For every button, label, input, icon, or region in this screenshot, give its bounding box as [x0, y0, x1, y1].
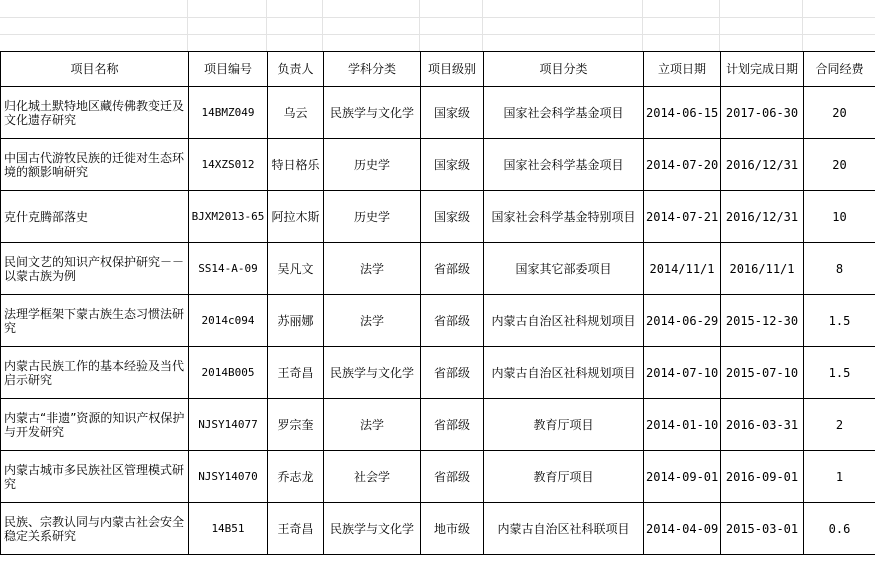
- cell-planned-end-date[interactable]: 2016-09-01: [721, 451, 804, 503]
- cell-planned-end-date[interactable]: 2015-07-10: [721, 347, 804, 399]
- cell-contract-funding[interactable]: 1.5: [804, 295, 875, 347]
- cell-project-name[interactable]: 克什克腾部落史: [1, 191, 189, 243]
- cell-contract-funding[interactable]: 1: [804, 451, 875, 503]
- cell-discipline[interactable]: 历史学: [324, 191, 421, 243]
- cell-discipline[interactable]: 法学: [324, 399, 421, 451]
- cell-project-name[interactable]: 民族、宗教认同与内蒙古社会安全稳定关系研究: [1, 503, 189, 555]
- cell-planned-end-date[interactable]: 2015-03-01: [721, 503, 804, 555]
- cell-category[interactable]: 内蒙古自治区社科规划项目: [484, 347, 644, 399]
- cell-project-code[interactable]: NJSY14077: [189, 399, 268, 451]
- cell-category[interactable]: 教育厅项目: [484, 399, 644, 451]
- cell-start-date[interactable]: 2014-04-09: [644, 503, 721, 555]
- table-row: [1, 191, 875, 243]
- header-project-name[interactable]: 项目名称: [1, 52, 189, 87]
- cell-category[interactable]: 教育厅项目: [484, 451, 644, 503]
- cell-leader[interactable]: 苏丽娜: [268, 295, 324, 347]
- cell-category[interactable]: 国家社会科学基金项目: [484, 87, 644, 139]
- header-leader[interactable]: 负责人: [268, 52, 324, 87]
- table-row: [1, 243, 875, 295]
- table-row: [1, 451, 875, 503]
- cell-category[interactable]: 国家社会科学基金特别项目: [484, 191, 644, 243]
- cell-contract-funding[interactable]: 2: [804, 399, 875, 451]
- cell-contract-funding[interactable]: 10: [804, 191, 875, 243]
- cell-contract-funding[interactable]: 20: [804, 87, 875, 139]
- cell-project-name[interactable]: 内蒙古“非遗”资源的知识产权保护与开发研究: [1, 399, 189, 451]
- cell-discipline[interactable]: 民族学与文化学: [324, 347, 421, 399]
- cell-discipline[interactable]: 社会学: [324, 451, 421, 503]
- cell-leader[interactable]: 王奇昌: [268, 503, 324, 555]
- cell-project-name[interactable]: 中国古代游牧民族的迁徙对生态环境的额影响研究: [1, 139, 189, 191]
- cell-discipline[interactable]: 法学: [324, 295, 421, 347]
- cell-category[interactable]: 国家社会科学基金项目: [484, 139, 644, 191]
- cell-start-date[interactable]: 2014-06-15: [644, 87, 721, 139]
- cell-level[interactable]: 省部级: [421, 399, 484, 451]
- cell-level[interactable]: 省部级: [421, 295, 484, 347]
- cell-project-name[interactable]: 法理学框架下蒙古族生态习惯法研究: [1, 295, 189, 347]
- table-body: [1, 52, 875, 555]
- cell-planned-end-date[interactable]: 2016-03-31: [721, 399, 804, 451]
- cell-planned-end-date[interactable]: 2016/11/1: [721, 243, 804, 295]
- cell-discipline[interactable]: 民族学与文化学: [324, 87, 421, 139]
- cell-start-date[interactable]: 2014-07-21: [644, 191, 721, 243]
- cell-contract-funding[interactable]: 8: [804, 243, 875, 295]
- cell-project-code[interactable]: 14B51: [189, 503, 268, 555]
- cell-category[interactable]: 内蒙古自治区社科规划项目: [484, 295, 644, 347]
- cell-discipline[interactable]: 民族学与文化学: [324, 503, 421, 555]
- header-category[interactable]: 项目分类: [484, 52, 644, 87]
- cell-level[interactable]: 省部级: [421, 347, 484, 399]
- cell-start-date[interactable]: 2014-07-20: [644, 139, 721, 191]
- cell-leader[interactable]: 吴凡文: [268, 243, 324, 295]
- table-row: [1, 503, 875, 555]
- cell-level[interactable]: 省部级: [421, 243, 484, 295]
- cell-project-name[interactable]: 民间文艺的知识产权保护研究－－以蒙古族为例: [1, 243, 189, 295]
- header-level[interactable]: 项目级别: [421, 52, 484, 87]
- header-contract-funding[interactable]: 合同经费: [804, 52, 875, 87]
- cell-leader[interactable]: 特日格乐: [268, 139, 324, 191]
- cell-leader[interactable]: 阿拉木斯: [268, 191, 324, 243]
- header-project-code[interactable]: 项目编号: [189, 52, 268, 87]
- cell-planned-end-date[interactable]: 2015-12-30: [721, 295, 804, 347]
- cell-planned-end-date[interactable]: 2016/12/31: [721, 139, 804, 191]
- cell-project-code[interactable]: BJXM2013-65: [189, 191, 268, 243]
- cell-planned-end-date[interactable]: 2016/12/31: [721, 191, 804, 243]
- header-row: [1, 52, 875, 87]
- cell-level[interactable]: 国家级: [421, 191, 484, 243]
- cell-project-name[interactable]: 内蒙古城市多民族社区管理模式研究: [1, 451, 189, 503]
- cell-planned-end-date[interactable]: 2017-06-30: [721, 87, 804, 139]
- cell-leader[interactable]: 王奇昌: [268, 347, 324, 399]
- cell-project-code[interactable]: 2014c094: [189, 295, 268, 347]
- cell-project-name[interactable]: 归化城土默特地区藏传佛教变迁及文化遗存研究: [1, 87, 189, 139]
- header-planned-end-date[interactable]: 计划完成日期: [721, 52, 804, 87]
- cell-level[interactable]: 国家级: [421, 87, 484, 139]
- table-row: [1, 399, 875, 451]
- cell-level[interactable]: 地市级: [421, 503, 484, 555]
- header-discipline[interactable]: 学科分类: [324, 52, 421, 87]
- cell-project-name[interactable]: 内蒙古民族工作的基本经验及当代启示研究: [1, 347, 189, 399]
- cell-leader[interactable]: 罗宗奎: [268, 399, 324, 451]
- cell-contract-funding[interactable]: 20: [804, 139, 875, 191]
- cell-start-date[interactable]: 2014-07-10: [644, 347, 721, 399]
- cell-contract-funding[interactable]: 1.5: [804, 347, 875, 399]
- table-row: [1, 87, 875, 139]
- cell-start-date[interactable]: 2014-06-29: [644, 295, 721, 347]
- table-row: [1, 139, 875, 191]
- cell-project-code[interactable]: 14BMZ049: [189, 87, 268, 139]
- cell-discipline[interactable]: 历史学: [324, 139, 421, 191]
- table-row: [1, 295, 875, 347]
- cell-level[interactable]: 国家级: [421, 139, 484, 191]
- project-table: [0, 51, 875, 555]
- cell-project-code[interactable]: SS14-A-09: [189, 243, 268, 295]
- cell-level[interactable]: 省部级: [421, 451, 484, 503]
- cell-discipline[interactable]: 法学: [324, 243, 421, 295]
- cell-start-date[interactable]: 2014-09-01: [644, 451, 721, 503]
- cell-contract-funding[interactable]: 0.6: [804, 503, 875, 555]
- cell-project-code[interactable]: NJSY14070: [189, 451, 268, 503]
- header-start-date[interactable]: 立项日期: [644, 52, 721, 87]
- cell-leader[interactable]: 乌云: [268, 87, 324, 139]
- cell-start-date[interactable]: 2014-01-10: [644, 399, 721, 451]
- cell-project-code[interactable]: 2014B005: [189, 347, 268, 399]
- cell-leader[interactable]: 乔志龙: [268, 451, 324, 503]
- cell-category[interactable]: 国家其它部委项目: [484, 243, 644, 295]
- cell-category[interactable]: 内蒙古自治区社科联项目: [484, 503, 644, 555]
- cell-project-code[interactable]: 14XZS012: [189, 139, 268, 191]
- table-row: [1, 347, 875, 399]
- cell-start-date[interactable]: 2014/11/1: [644, 243, 721, 295]
